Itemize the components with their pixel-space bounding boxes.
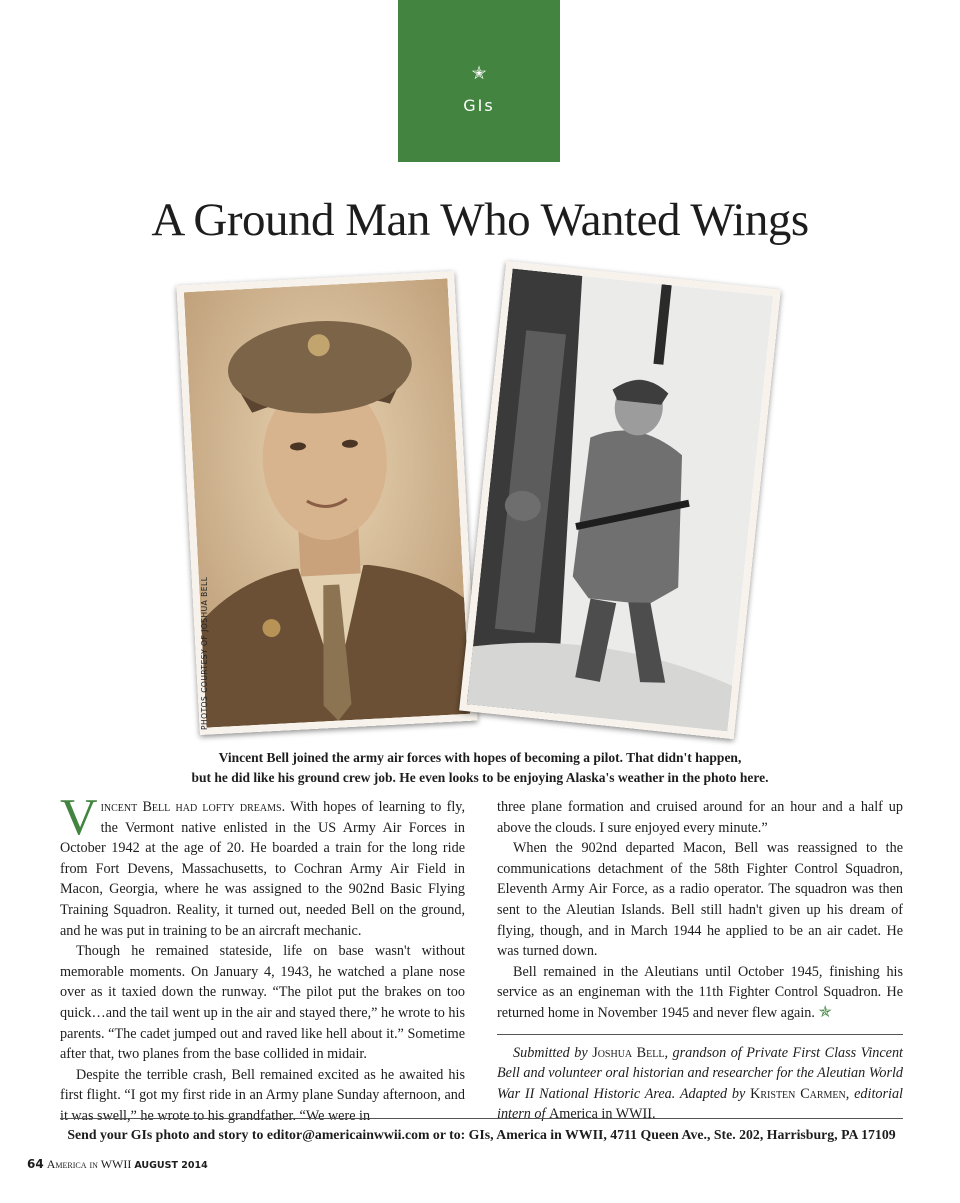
caption-line: Vincent Bell joined the army air forces with hopes of becoming a pilot. That didn't happen, (218, 750, 742, 765)
alaska-photo (459, 261, 781, 739)
submitted-note (497, 1043, 903, 1125)
submitted-text: in WWII. (597, 1106, 656, 1123)
portrait-photo (176, 271, 477, 735)
divider (497, 1034, 903, 1035)
magazine-title: America in WWII (46, 1157, 132, 1171)
article-paragraph: Though he remained stateside, life on base wasn't without memorable moments. On January 4, 1943, he watched a plane nose over as it taxied down the runway. “The pilot put the brakes on too quick…and the tail went up in the air and stayed there,” he wrote to his parents. “The cadet jumped out and raved like hell about it.” Sometime after that, two planes from the base collided in midair. (60, 943, 465, 1063)
article-paragraph: Despite the terrible crash, Bell remained excited as he awaited his first flight. “I got my first ride in an Army plane Sunday afternoon, and it was swell,” he wrote to his grandfather. “We were in (60, 1066, 465, 1124)
article-paragraph (60, 789, 465, 941)
article-column-left (60, 789, 465, 1127)
article-paragraph (497, 962, 903, 1024)
caption-line: but he did like his ground crew job. He even looks to be enjoying Alaska's weather in the photo here. (191, 770, 769, 785)
end-star-icon: ✯ (818, 1003, 832, 1021)
adapter-name: Kristen Carmen (750, 1085, 846, 1102)
article-column-right (497, 797, 903, 1125)
submitted-text: , grandson of Private First Class Vincent Bell and volunteer oral historian and researcher for the Aleutian World War II National Historic Area. Adapted by (497, 1044, 903, 1102)
lead-in: incent Bell had lofty dreams. (100, 799, 286, 815)
issue-date: AUGUST 2014 (134, 1160, 208, 1171)
author-name: Joshua Bell (592, 1044, 665, 1061)
article-paragraph: When the 902nd departed Macon, Bell was reassigned to the communications detachment of the 58th Fighter Control Squadron, Eleventh Army Air Force, as a radio operator. The squadron was then sent to the Aleutian Islands. Bell still hadn't given up his dream of flying, though, and in March 1944 he applied to be an air cadet. He was turned down. (497, 840, 903, 960)
photo-caption (100, 748, 860, 788)
article-paragraph: three plane formation and cruised around for an hour and a half up above the clouds. I sure enjoyed every minute.” (497, 799, 903, 836)
submitted-text: Submitted by (513, 1044, 593, 1061)
submitted-text: , editorial intern of (497, 1085, 903, 1123)
article-title: A Ground Man Who Wanted Wings (151, 194, 809, 246)
page-number: 64 (27, 1157, 44, 1171)
paragraph-text: Bell remained in the Aleutians until October 1945, finishing his service as an engineman with the 11th Fighter Control Squadron. He returned home in November 1945 and never flew again. (497, 963, 903, 1021)
photo-credit: PHOTOS COURTESY OF JOSHUA BELL (200, 576, 209, 730)
page-folio (27, 1157, 208, 1172)
section-label: GIs (463, 96, 495, 115)
section-banner (398, 0, 560, 162)
footer-divider (60, 1118, 903, 1119)
paragraph-text: With hopes of learning to fly, the Vermont native enlisted in the US Army Air Forces in October 1942 at the age of 20. He boarded a train for the long ride from Fort Devens, Massachusetts, to Cochran Army Air Field in Macon, Georgia, where he was assigned to the 902nd Basic Flying Training Squadron. Reality, it turned out, needed Bell on the ground, and he was put in training to be an aircraft mechanic. (60, 799, 465, 939)
magazine-name: America (549, 1106, 598, 1123)
star-icon: ✭ (471, 63, 487, 83)
submission-footer: Send your GIs photo and story to editor@americainwwii.com or to: GIs, America in WWII, 4711 Queen Ave., Ste. 202, Harrisburg, PA 17109 (67, 1127, 896, 1142)
drop-cap: V (60, 789, 98, 846)
